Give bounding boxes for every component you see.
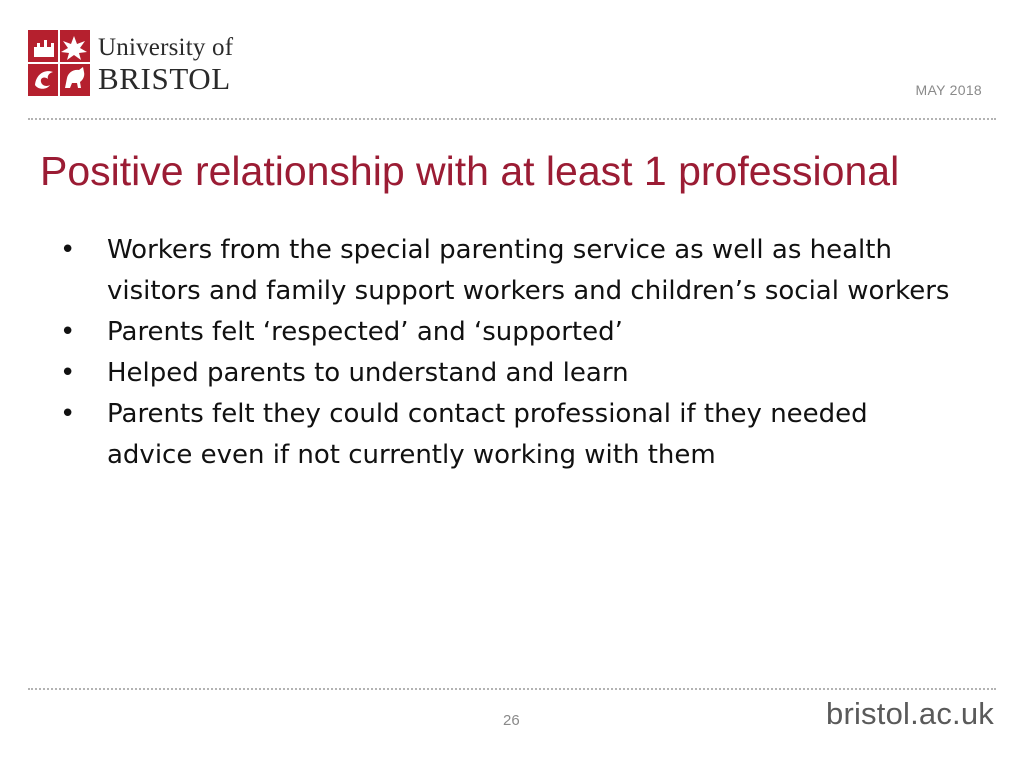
university-logo [28,30,233,96]
bullet-item [60,353,960,394]
bullet-text: Workers from the special parenting service as well as health visitors and family support workers and children’s social workers [107,235,950,306]
bullet-glyph: • [60,235,76,265]
logo-line-2: BRISTOL [98,60,231,96]
bullet-text: Parents felt they could contact professional if they needed advice even if not currently working with them [107,399,868,470]
university-crest-icon [28,30,90,96]
university-wordmark [98,33,233,94]
slide-date: MAY 2018 [915,82,982,98]
website-label: bristol.ac.uk [826,696,994,731]
slide-title: Positive relationship with at least 1 professional [40,148,900,194]
footer-divider [28,688,996,690]
bullet-item [60,230,960,312]
header-divider [28,118,996,120]
bullet-glyph: • [60,399,76,429]
bullet-text: Helped parents to understand and learn [107,358,629,388]
bullet-item [60,394,960,476]
bullet-glyph: • [60,317,76,347]
logo-line-1: University of [98,33,234,61]
bullet-list [60,230,960,476]
bullet-glyph: • [60,358,76,388]
bullet-item [60,312,960,353]
page-number: 26 [503,712,520,729]
bullet-text: Parents felt ‘respected’ and ‘supported’ [107,317,623,347]
